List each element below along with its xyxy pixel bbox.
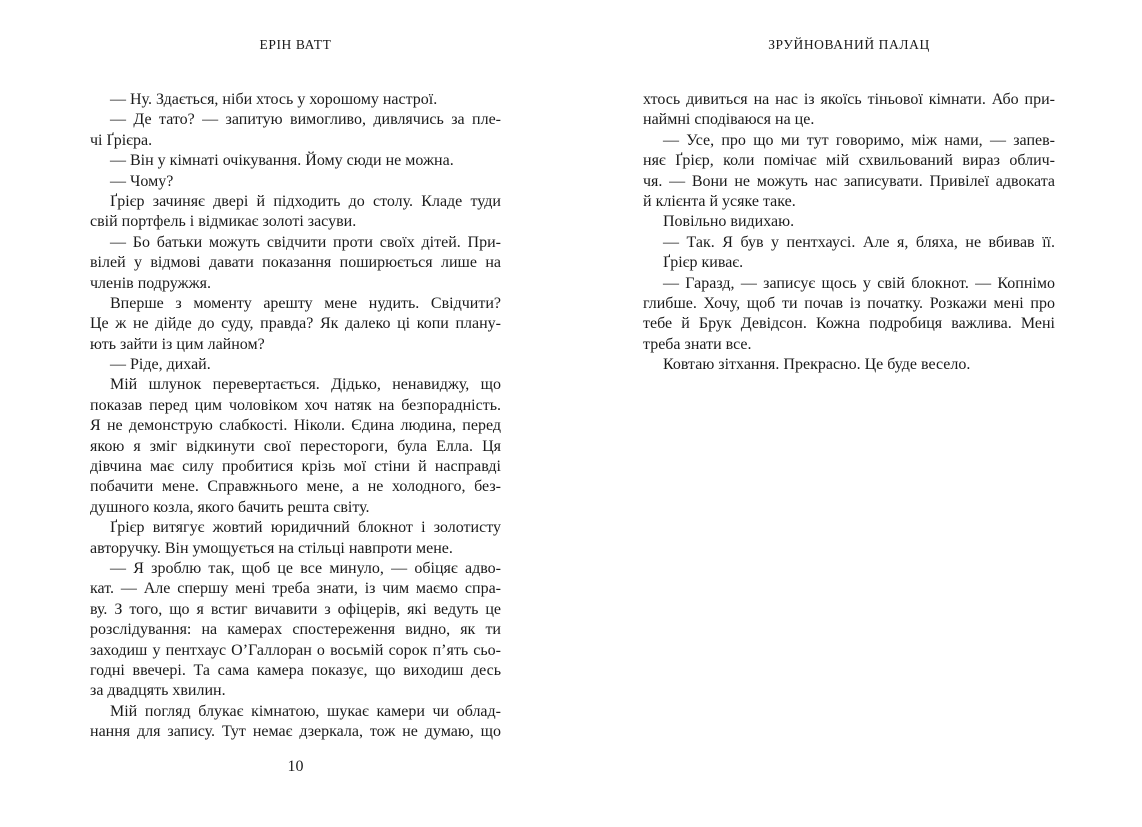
text-line: заходиш у пентхаус О’Галлоран о восьмій сорок п’ять сьо-: [90, 641, 501, 659]
text-line: й клієнта й усяке таке.: [643, 192, 796, 210]
text-line: душного козла, якого бачить решта світу.: [90, 498, 370, 516]
text-line: показав перед цим чоловіком хоч натяк на безпорадність.: [90, 396, 501, 414]
running-head-author: ЕРІН ВАТТ: [259, 37, 332, 52]
text-line: Мій шлунок перевертається. Дідько, ненавиджу, що: [110, 376, 501, 394]
text-line: — Так. Я був у пентхаусі. Але я, бляха, не вбивав її.: [663, 233, 1055, 251]
text-line: Мій погляд блукає кімнатою, шукає камери чи облад-: [110, 702, 501, 720]
text-line: — Ну. Здається, ніби хтось у хорошому настрої.: [110, 91, 438, 108]
text-line: — Ріде, дихай.: [110, 356, 211, 374]
text-line: побачити мене. Справжнього мене, а не холодного, без-: [90, 478, 501, 496]
text-line: ють зайти із цим лайном?: [90, 335, 265, 353]
text-line: — Чому?: [110, 172, 174, 190]
text-line: — Я зроблю так, щоб це все минуло, — обіцяє адво-: [110, 559, 501, 577]
text-line: за двадцять хвилин.: [90, 682, 226, 700]
text-line: вілей у відмові давати показання поширюється лише на: [90, 254, 501, 272]
page-number: 10: [287, 758, 304, 775]
text-line: — Гаразд, — записує щось у свій блокнот. — Копнімо: [663, 274, 1055, 292]
text-line: членів подружжя.: [90, 274, 211, 292]
text-line: глибше. Хочу, щоб ти почав із початку. Розкажи мені про: [643, 294, 1055, 312]
text-line: Ґрієр киває.: [663, 254, 744, 272]
text-line: ву. З того, що я встиг вичавити з офіцерів, які ведуть це: [90, 600, 501, 618]
text-line: Це ж не дійде до суду, правда? Як далеко ці копи плану-: [90, 315, 501, 333]
text-line: — Де тато? — запитую вимогливо, дивлячись за пле-: [110, 111, 501, 129]
text-line: Я не демонструю слабкості. Ніколи. Єдина людина, перед: [90, 417, 501, 435]
text-line: якою я зміг відкинути свої перестороги, була Елла. Ця: [90, 437, 501, 455]
text-line: — Усе, про що ми тут говоримо, між нами, — запев-: [663, 131, 1055, 149]
text-line: авторучку. Він умощується на стільці навпроти мене.: [90, 539, 453, 557]
text-line: наймні сподіваюся на це.: [643, 111, 815, 129]
text-line: Повільно видихаю.: [663, 213, 795, 231]
text-line: — Бо батьки можуть свідчити проти своїх дітей. При-: [110, 233, 501, 251]
text-line: тебе й Брук Девідсон. Кожна подробиця важлива. Мені: [643, 315, 1055, 333]
right-page: [643, 0, 1055, 827]
text-line: Ґрієр витягує жовтий юридичний блокнот і золотисту: [110, 519, 501, 537]
text-line: хтось дивиться на нас із якоїсь тіньової кімнати. Або при-: [643, 91, 1055, 108]
text-line: нання для запису. Тут немає дзеркала, тож не думаю, що: [90, 723, 501, 741]
right-page-text: [643, 90, 1055, 375]
text-line: свій портфель і відмикає золоті засуви.: [90, 213, 357, 231]
running-head-title: ЗРУЙНОВАНИЙ ПАЛАЦ: [768, 37, 930, 52]
text-line: Ковтаю зітхання. Прекрасно. Це буде весело.: [663, 356, 971, 374]
text-line: годні ввечері. Та сама камера показує, що виходиш десь: [90, 661, 501, 679]
text-line: дівчина має силу пробитися крізь мої стіни й насправді: [90, 458, 501, 476]
text-line: кат. — Але спершу мені треба знати, із чим маємо спра-: [90, 580, 501, 598]
text-line: Вперше з моменту арешту мене нудить. Свідчити?: [110, 294, 501, 312]
text-line: треба знати все.: [643, 335, 752, 353]
left-page-text: [90, 90, 501, 743]
text-line: Ґрієр зачиняє двері й підходить до столу. Кладе туди: [110, 192, 501, 210]
text-line: няє Ґрієр, коли помічає мій схвильований вираз облич-: [643, 152, 1055, 170]
left-page: [90, 0, 501, 827]
text-line: чі Ґрієра.: [90, 131, 153, 149]
text-line: — Він у кімнаті очікування. Йому сюди не можна.: [110, 152, 454, 170]
text-line: розслідування: на камерах спостереження видно, як ти: [90, 621, 501, 639]
text-line: чя. — Вони не можуть нас записувати. Привілеї адвоката: [643, 172, 1055, 190]
